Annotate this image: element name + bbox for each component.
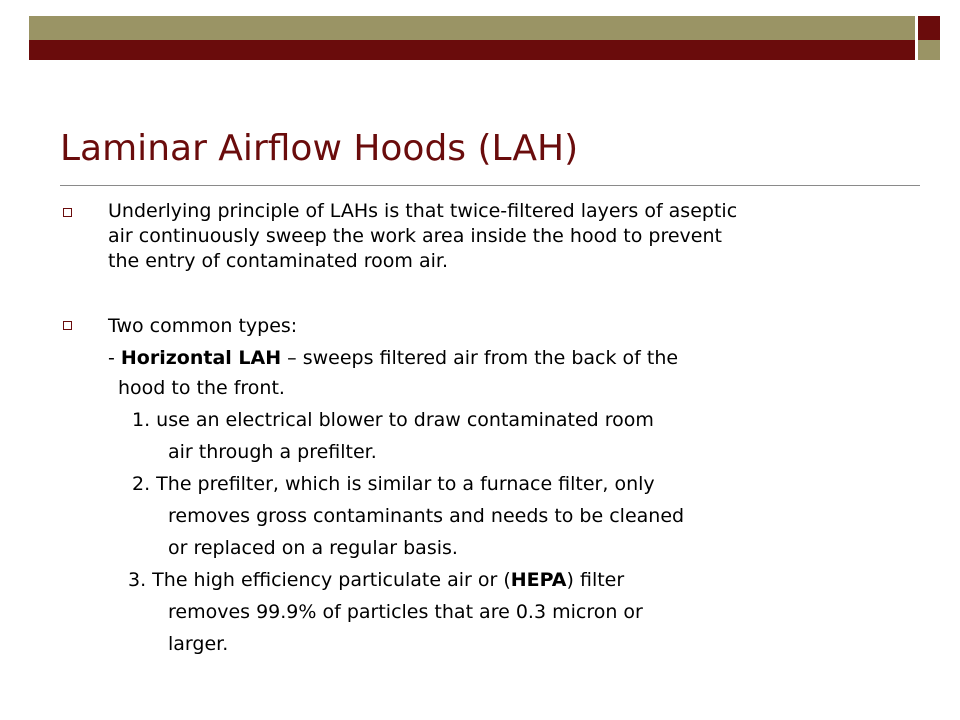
step-3-post: ) filter (566, 569, 625, 591)
step-3-line-c: larger. (168, 633, 229, 655)
corner-square-maroon (918, 16, 940, 40)
horizontal-lah-cont: hood to the front. (118, 377, 285, 399)
title-divider (60, 185, 920, 186)
slide-title: Laminar Airflow Hoods (LAH) (60, 128, 579, 169)
square-bullet-icon (63, 321, 72, 330)
horizontal-lah-desc: – sweeps filtered air from the back of the (281, 347, 679, 369)
horizontal-prefix: - (108, 347, 121, 369)
step-2-line-a: 2. The prefilter, which is similar to a furnace filter, only (132, 473, 655, 495)
header-bar-maroon (29, 40, 915, 60)
step-1-line-a: 1. use an electrical blower to draw contaminated room (132, 409, 654, 431)
horizontal-lah-term: Horizontal LAH (120, 347, 282, 369)
step-1-line-b: air through a prefilter. (168, 441, 377, 463)
horizontal-lah-line (108, 346, 678, 370)
corner-square-olive (918, 40, 940, 60)
step-3-line-a (128, 568, 624, 592)
bullet-2-label: Two common types: (108, 315, 298, 337)
hepa-term: HEPA (510, 569, 567, 591)
bullet-1-line: the entry of contaminated room air. (108, 250, 448, 272)
step-2-line-c: or replaced on a regular basis. (168, 537, 458, 559)
header-bar-olive (29, 16, 915, 40)
bullet-1-line: air continuously sweep the work area inside the hood to prevent (108, 225, 722, 247)
step-3-line-b: removes 99.9% of particles that are 0.3 micron or (168, 601, 643, 623)
step-3-pre: 3. The high efficiency particulate air or ( (128, 569, 511, 591)
bullet-1-line: Underlying principle of LAHs is that twice-filtered layers of aseptic (108, 200, 738, 222)
square-bullet-icon (63, 208, 72, 217)
bullet-1-text (108, 199, 918, 274)
step-2-line-b: removes gross contaminants and needs to be cleaned (168, 505, 685, 527)
